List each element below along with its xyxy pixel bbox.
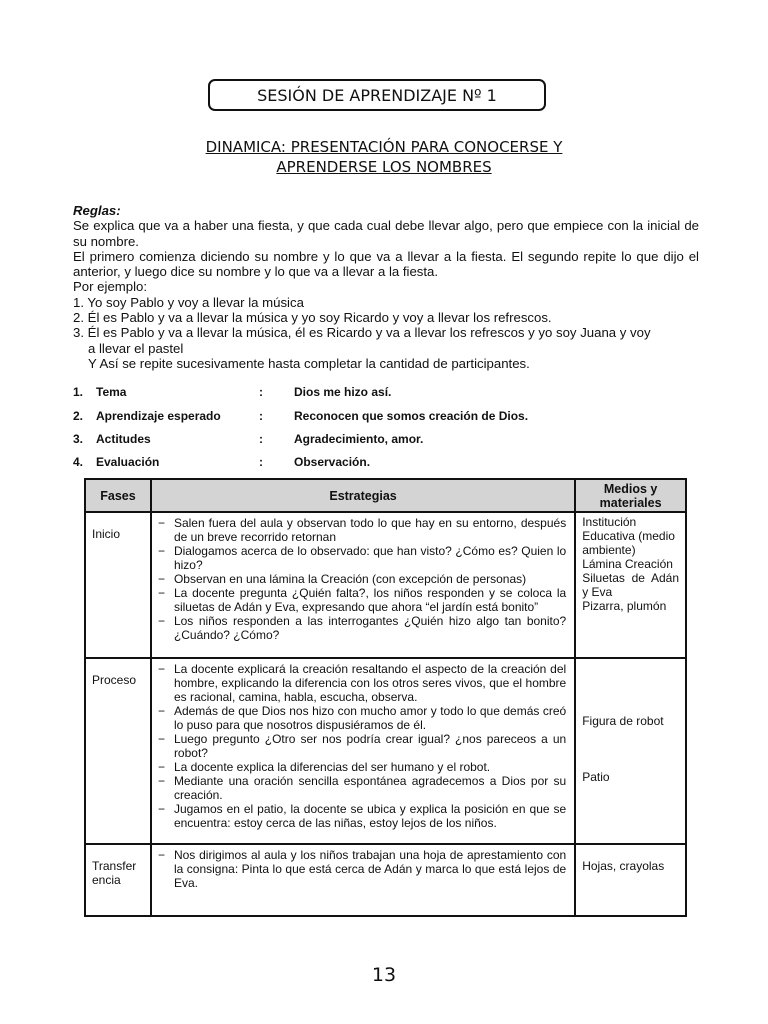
phase-cell (85, 844, 151, 916)
item-number: 2. (73, 409, 84, 423)
item-number: 4. (73, 455, 84, 469)
item-label: Aprendizaje esperado (96, 409, 221, 423)
item-colon: : (259, 409, 263, 423)
strategy-item: − Observan en una lámina la Creación (con excepción de personas) (158, 572, 566, 586)
item-colon: : (259, 455, 263, 469)
media-cell (575, 512, 686, 658)
media-cell (575, 658, 686, 844)
strategy-item: − La docente pregunta ¿Quién falta?, los niños responden y se coloca la siluetas de Adán y Eva, expresando que ahora “el jardín está bonito” (158, 586, 566, 614)
item-colon: : (259, 385, 263, 399)
phase-cell: Proceso (85, 658, 151, 844)
media-item: Institución Educativa (medio ambiente) (582, 515, 679, 557)
item-label: Tema (96, 385, 127, 399)
item-label: Actitudes (96, 432, 151, 446)
item-number: 1. (73, 385, 84, 399)
session-title: SESIÓN DE APRENDIZAJE Nº 1 (257, 85, 497, 105)
strategy-item: − La docente explicará la creación resaltando el aspecto de la creación del hombre, explicando la diferencia con los otros seres vivos, que el hombre es racional, camina, habla, escucha, observa. (158, 662, 566, 704)
rules-closing: Y Así se repite sucesivamente hasta completar la cantidad de participantes. (88, 355, 530, 371)
session-title-box (208, 79, 546, 111)
rules-example-3: 3. Él es Pablo y va a llevar la música, él es Ricardo y va a llevar los refrescos y yo soy Juana y voy (73, 325, 651, 341)
rules-heading: Reglas: (73, 203, 121, 218)
item-value: Observación. (294, 455, 371, 469)
table-row (85, 512, 686, 658)
table-row (85, 844, 686, 916)
strategy-item: − Los niños responden a las interrogantes ¿Quién hizo algo tan bonito? ¿Cuándo? ¿Cómo? (158, 614, 566, 642)
item-colon: : (259, 432, 263, 446)
phase-label-part: Transfer (92, 859, 137, 873)
strategies-cell (151, 844, 575, 916)
item-value: Dios me hizo así. (294, 385, 392, 399)
strategy-item: − Nos dirigimos al aula y los niños trabajan una hoja de aprestamiento con la consigna: Pinta lo que está cerca de Adán y marca lo que está lejos de Eva. (158, 848, 566, 890)
media-item: Lámina Creación (582, 557, 673, 571)
header-estrategias: Estrategias (151, 479, 575, 512)
media-item: Figura de robot (582, 714, 664, 728)
dynamic-title-line1: DINAMICA: PRESENTACIÓN PARA CONOCERSE Y (205, 138, 563, 156)
strategy-item: − Dialogamos acerca de lo observado: que han visto? ¿Cómo es? Quien lo hizo? (158, 544, 566, 572)
header-medios: Medios y materiales (575, 479, 686, 512)
header-fases: Fases (85, 479, 151, 512)
rules-paragraph-2: El primero comienza diciendo su nombre y lo que va a llevar a la fiesta. El segundo repite lo que dijo el anterior, y luego dice su nombre y lo que va a llevar a la fiesta. (73, 248, 699, 280)
item-label: Evaluación (96, 455, 160, 469)
strategies-table (84, 478, 687, 917)
strategy-item: − Mediante una oración sencilla espontánea agradecemos a Dios por su creación. (158, 774, 566, 802)
media-item: Pizarra, plumón (582, 599, 667, 613)
strategy-item: − Luego pregunto ¿Otro ser nos podría crear igual? ¿nos pareceos a un robot? (158, 732, 566, 760)
page-number: 13 (371, 964, 397, 986)
table-header-row (85, 479, 686, 512)
strategy-item: − Además de que Dios nos hizo con mucho amor y todo lo que demás creó lo puso para que nosotros dispusiéramos de él. (158, 704, 566, 732)
rules-section (73, 203, 699, 371)
media-cell (575, 844, 686, 916)
rules-example-1: 1. Yo soy Pablo y voy a llevar la música (73, 294, 304, 310)
item-value: Reconocen que somos creación de Dios. (294, 409, 529, 423)
rules-paragraph-1: Se explica que va a haber una fiesta, y que cada cual debe llevar algo, pero que empiece con la inicial de su nombre. (73, 218, 699, 249)
table-row (85, 658, 686, 844)
phase-cell: Inicio (85, 512, 151, 658)
media-item: Patio (582, 770, 610, 784)
phase-label-part: encia (92, 873, 121, 887)
media-item: Siluetas de Adán y Eva (582, 571, 683, 599)
strategy-item: − Salen fuera del aula y observan todo lo que hay en su entorno, después de un breve recorrido retornan (158, 516, 566, 544)
strategies-cell (151, 658, 575, 844)
strategy-item: − Jugamos en el patio, la docente se ubica y explica la posición en que se encuentra: estoy cerca de las niñas, estoy lejos de los niños. (158, 802, 566, 830)
item-number: 3. (73, 432, 84, 446)
rules-example-3-cont: a llevar el pastel (88, 340, 184, 356)
rules-paragraph-3: Por ejemplo: (73, 279, 148, 295)
strategies-cell (151, 512, 575, 658)
dynamic-title-line2: APRENDERSE LOS NOMBRES (276, 158, 492, 176)
item-value: Agradecimiento, amor. (294, 432, 424, 446)
strategy-item: − La docente explica la diferencias del ser humano y el robot. (158, 760, 566, 774)
rules-example-2: 2. Él es Pablo y va a llevar la música y yo soy Ricardo y voy a llevar los refrescos. (73, 310, 552, 326)
media-item: Hojas, crayolas (582, 859, 665, 873)
